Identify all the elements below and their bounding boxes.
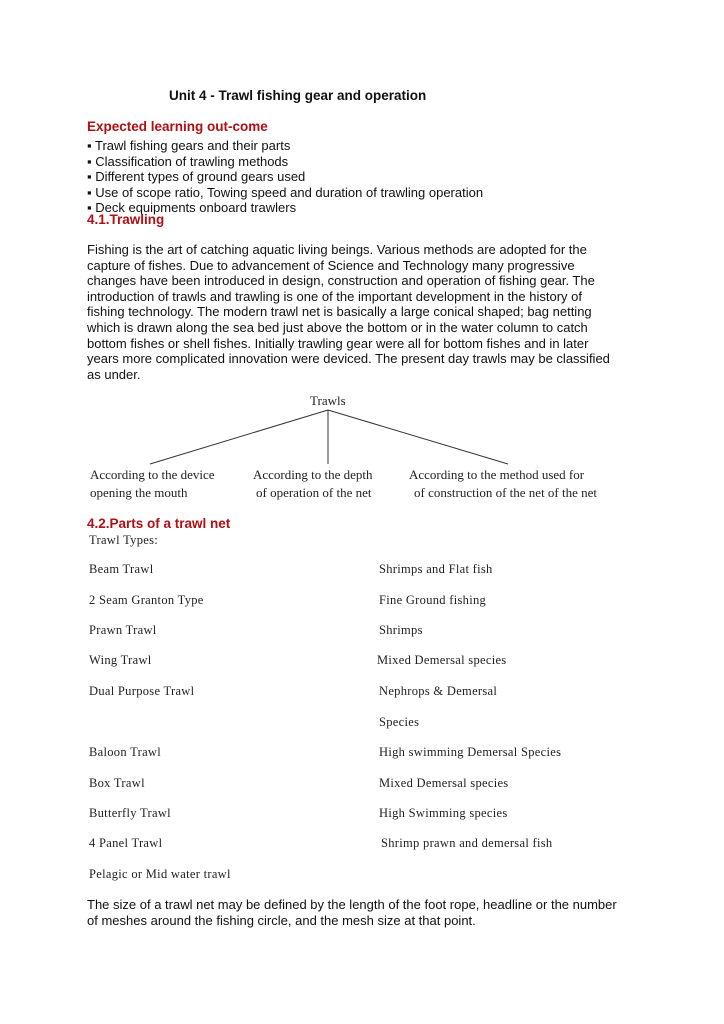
learning-outcome-item: ▪ Deck equipments onboard trawlers — [87, 200, 483, 216]
section-4-2-heading: 4.2.Parts of a trawl net — [87, 516, 231, 531]
paragraph-line: capture of fishes. Due to advancement of Science and Technology many progressive — [87, 257, 575, 273]
trawl-type: 4 Panel Trawl — [89, 836, 163, 850]
diagram-branch-depth — [253, 466, 373, 502]
trawl-target: Mixed Demersal species — [379, 776, 509, 790]
paragraph-line: introduction of trawls and trawling is one of the important development in the history of — [87, 288, 582, 304]
branch-line: opening the mouth — [90, 485, 188, 500]
trawling-paragraph — [87, 242, 647, 382]
learning-outcome-list — [87, 138, 483, 216]
trawl-target: High Swimming species — [379, 806, 508, 820]
trawl-target: Species — [379, 715, 420, 729]
trawl-type: Baloon Trawl — [89, 745, 162, 759]
paragraph-line: years more complicated innovation were deviced. The present day trawls may be classified — [87, 351, 610, 367]
learning-outcome-item: ▪ Use of scope ratio, Towing speed and duration of trawling operation — [87, 185, 483, 201]
diagram-root-label: Trawls — [310, 393, 346, 408]
diagram-branch-method — [409, 466, 597, 502]
closing-paragraph — [87, 897, 647, 928]
trawl-types-subheading: Trawl Types: — [89, 533, 159, 547]
paragraph-line: changes have been introduced in design, construction and operation of fishing gear. The — [87, 273, 595, 289]
trawl-type: Prawn Trawl — [89, 623, 157, 637]
trawl-type: Dual Purpose Trawl — [89, 684, 195, 698]
learning-outcome-item: ▪ Classification of trawling methods — [87, 154, 483, 170]
branch-line: According to the depth — [253, 467, 373, 482]
page-title: Unit 4 - Trawl fishing gear and operation — [169, 88, 427, 103]
branch-line: of operation of the net — [256, 485, 372, 500]
branch-line: of construction of the net of the net — [414, 485, 598, 500]
paragraph-line: as under. — [87, 366, 141, 382]
trawl-target: Fine Ground fishing — [379, 593, 487, 607]
learning-outcome-item: ▪ Different types of ground gears used — [87, 169, 483, 185]
section-4-1-heading: 4.1.Trawling — [87, 212, 165, 227]
trawl-type: Butterfly Trawl — [89, 806, 171, 820]
trawl-target: Mixed Demersal species — [377, 653, 507, 667]
learning-outcome-item: ▪ Trawl fishing gears and their parts — [87, 138, 483, 154]
trawl-type: Box Trawl — [89, 776, 145, 790]
trawl-target: High swimming Demersal Species — [379, 745, 562, 759]
branch-line: According to the method used for — [409, 467, 585, 482]
branch-line: According to the device — [90, 467, 215, 482]
paragraph-line: of meshes around the fishing circle, and the mesh size at that point. — [87, 912, 476, 928]
connector-right — [328, 410, 508, 464]
trawl-target: Shrimps and Flat fish — [379, 562, 493, 576]
trawl-target: Nephrops & Demersal — [379, 684, 498, 698]
connector-left — [150, 410, 328, 464]
trawl-type: Pelagic or Mid water trawl — [89, 867, 231, 881]
paragraph-line: which is drawn along the sea bed just above the bottom or in the water column to catch — [87, 319, 588, 335]
paragraph-line: fishing technology. The modern trawl net is basically a large conical shaped; bag netting — [87, 304, 592, 320]
paragraph-line: Fishing is the art of catching aquatic living beings. Various methods are adopted for the — [87, 242, 587, 257]
trawl-type: Wing Trawl — [89, 653, 152, 667]
diagram-branch-device — [90, 466, 215, 502]
trawl-type: 2 Seam Granton Type — [89, 593, 204, 607]
learning-outcome-heading: Expected learning out-come — [87, 119, 268, 134]
paragraph-line: bottom fishes or shell fishes. Initially trawling gear were all for bottom fishes and in later — [87, 335, 589, 351]
trawl-type: Beam Trawl — [89, 562, 154, 576]
trawl-target: Shrimp prawn and demersal fish — [381, 836, 553, 850]
paragraph-line: The size of a trawl net may be defined by the length of the foot rope, headline or the number — [87, 897, 617, 912]
trawl-target: Shrimps — [379, 623, 423, 637]
